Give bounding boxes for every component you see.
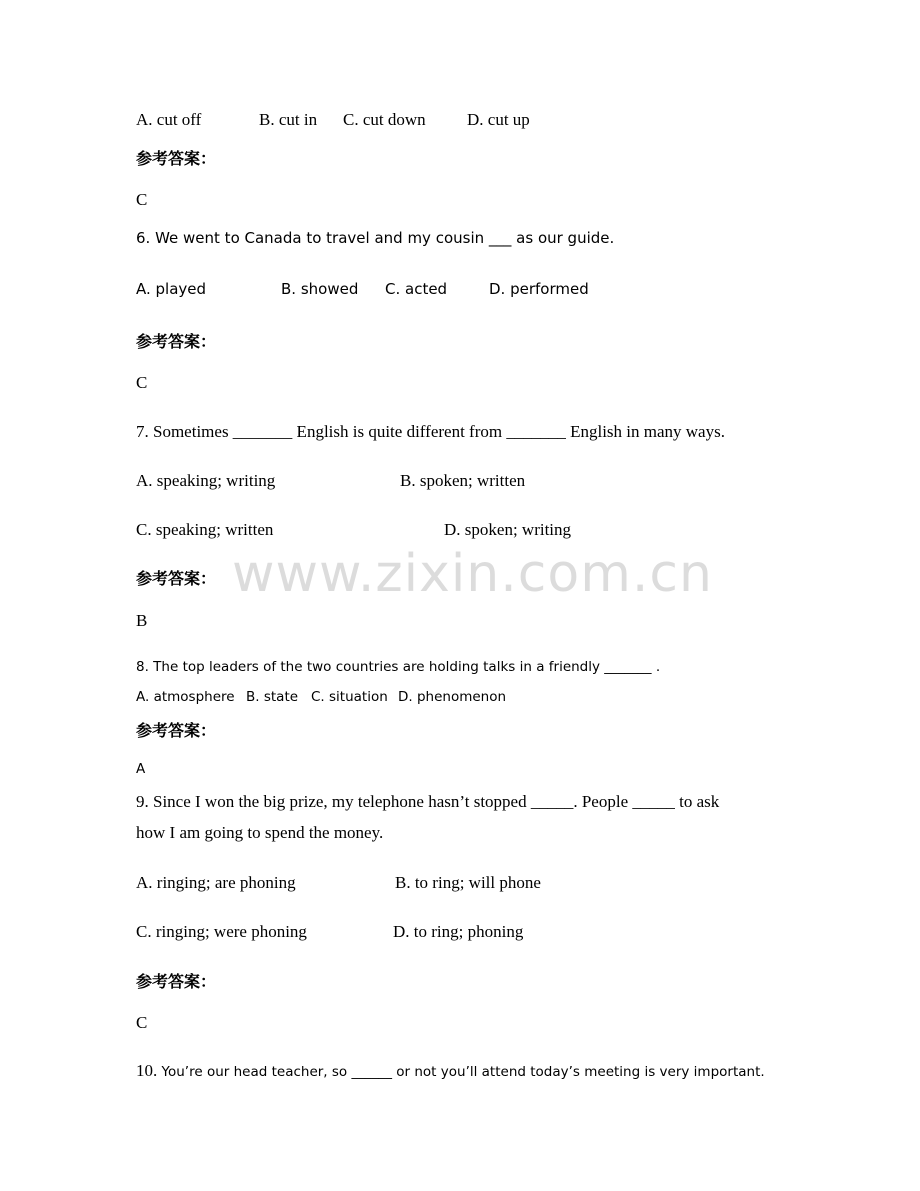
q8-option-c: C. situation (311, 689, 388, 705)
q5-answer: C (136, 190, 148, 209)
q6-option-d: D. performed (489, 280, 589, 298)
q6-option-a: A. played (136, 280, 207, 298)
q7-option-d: D. spoken; writing (444, 520, 572, 539)
q8-option-b: B. state (246, 689, 299, 705)
q8-option-d: D. phenomenon (398, 689, 507, 705)
q8-answer-label: 参考答案： (136, 721, 217, 740)
q6-answer-label: 参考答案： (136, 332, 217, 351)
q7-option-c: C. speaking; written (136, 520, 274, 539)
watermark: www.zixin.com.cn (232, 544, 713, 604)
q8-answer: A (136, 761, 146, 777)
q9-option-a: A. ringing; are phoning (136, 873, 296, 892)
q8-option-a: A. atmosphere (136, 689, 235, 705)
q6-text: 6. We went to Canada to travel and my cousin ___ as our guide. (136, 229, 615, 247)
q9-answer-label: 参考答案： (136, 972, 217, 991)
q9-option-c: C. ringing; were phoning (136, 922, 307, 941)
q9-answer: C (136, 1013, 148, 1032)
q5-option-a: A. cut off (136, 110, 202, 129)
q7-answer-label: 参考答案： (136, 569, 217, 588)
q7-option-b: B. spoken; written (400, 471, 526, 490)
q8-text: 8. The top leaders of the two countries are holding talks in a friendly _______ . (136, 659, 661, 675)
q10-text (136, 1062, 765, 1080)
q9-text-line1: 9. Since I won the big prize, my telephone hasn’t stopped _____. People _____ to ask (136, 792, 720, 811)
q10-body: You’re our head teacher, so ______ or not you’ll attend today’s meeting is very important. (157, 1064, 765, 1080)
q6-answer: C (136, 373, 148, 392)
q9-option-b: B. to ring; will phone (395, 873, 541, 892)
q7-text: 7. Sometimes _______ English is quite different from _______ English in many ways. (136, 422, 725, 441)
q6-option-c: C. acted (385, 280, 448, 298)
q9-text-line2: how I am going to spend the money. (136, 823, 384, 842)
q5-option-d: D. cut up (467, 110, 530, 129)
q5-option-b: B. cut in (259, 110, 318, 129)
q7-option-a: A. speaking; writing (136, 471, 276, 490)
q5-answer-label: 参考答案： (136, 149, 217, 168)
q5-option-c: C. cut down (343, 110, 426, 129)
q9-option-d: D. to ring; phoning (393, 922, 524, 941)
q10-number: 10. (136, 1061, 158, 1080)
q6-option-b: B. showed (281, 280, 359, 298)
q7-answer: B (136, 611, 148, 630)
